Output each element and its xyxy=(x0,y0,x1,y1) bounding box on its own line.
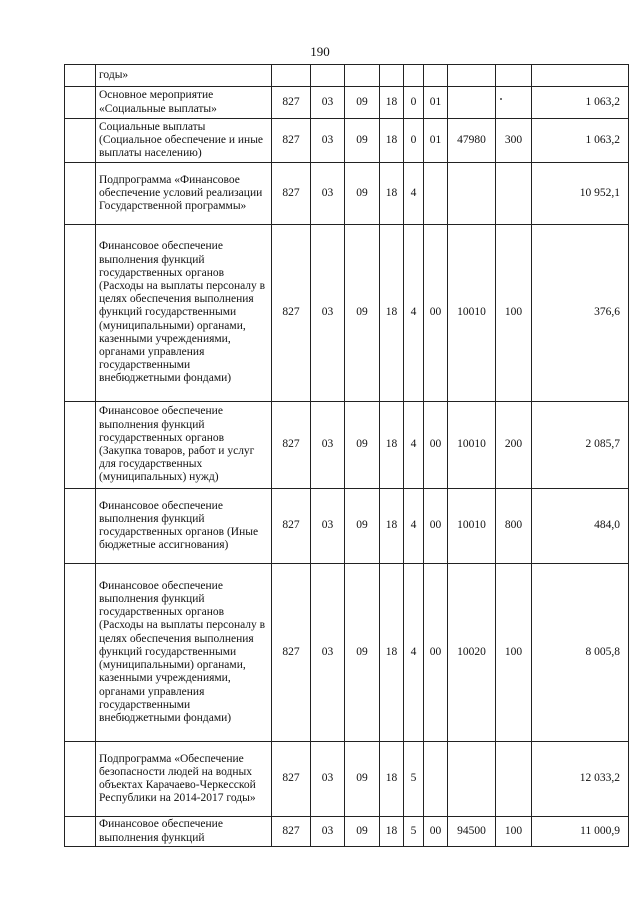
expense-type-code-cell: 800 xyxy=(496,489,532,564)
program-name-cell: Финансовое обеспечение выполнения функций государственных органов (Закупка товаров, работ и услуг для государственных (муниципальных) нужд) xyxy=(96,402,272,489)
subprogram-code-cell: 4 xyxy=(404,402,424,489)
program-code-cell: 18 xyxy=(380,564,404,742)
section-code-cell: 03 xyxy=(311,87,345,119)
expense-direction-code-cell: 47980 xyxy=(448,119,496,163)
section-code-cell: 03 xyxy=(311,402,345,489)
program-code-cell: 18 xyxy=(380,163,404,225)
program-name-cell: Финансовое обеспечение выполнения функций государственных органов (Расходы на выплаты персоналу в целях обеспечения выполнения функций государственными (муниципальными) органами, казенными учреждениями, органами управления государственными внебюджетными фондами) xyxy=(96,564,272,742)
subprogram-code-cell xyxy=(404,65,424,87)
subsection-code-cell: 09 xyxy=(345,402,380,489)
amount-cell: 376,6 xyxy=(532,225,629,402)
amount-cell: 484,0 xyxy=(532,489,629,564)
program-name-cell: Финансовое обеспечение выполнения функций государственных органов (Иные бюджетные ассигнования) xyxy=(96,489,272,564)
subsection-code-cell: 09 xyxy=(345,87,380,119)
subsection-code-cell: 09 xyxy=(345,163,380,225)
expense-type-code-cell: 100 xyxy=(496,817,532,847)
program-code-cell: 18 xyxy=(380,817,404,847)
table-row xyxy=(65,564,629,742)
program-code-cell xyxy=(380,65,404,87)
program-code-cell: 18 xyxy=(380,119,404,163)
section-code-cell: 03 xyxy=(311,119,345,163)
subsection-code-cell: 09 xyxy=(345,742,380,817)
table-row xyxy=(65,163,629,225)
program-name-cell: Финансовое обеспечение выполнения функций государственных органов (Расходы на выплаты персоналу в целях обеспечения выполнения функций государственными (муниципальными) органами, казенными учреждениями, органами управления государственными внебюджетными фондами) xyxy=(96,225,272,402)
program-code-cell: 18 xyxy=(380,742,404,817)
subsection-code-cell: 09 xyxy=(345,817,380,847)
subprogram-code-cell: 4 xyxy=(404,489,424,564)
expense-direction-code-cell: 10020 xyxy=(448,564,496,742)
amount-cell: 12 033,2 xyxy=(532,742,629,817)
expense-type-code-cell: 300 xyxy=(496,119,532,163)
program-code-cell: 18 xyxy=(380,225,404,402)
program-code-cell: 18 xyxy=(380,87,404,119)
amount-cell: 8 005,8 xyxy=(532,564,629,742)
amount-cell: 1 063,2 xyxy=(532,119,629,163)
table-row xyxy=(65,87,629,119)
amount-cell: 10 952,1 xyxy=(532,163,629,225)
ministry-code-cell: 827 xyxy=(272,489,311,564)
section-code-cell xyxy=(311,65,345,87)
expense-type-code-cell xyxy=(496,65,532,87)
subprogram-code-cell: 5 xyxy=(404,742,424,817)
activity-code-cell xyxy=(424,65,448,87)
blank-cell xyxy=(65,225,96,402)
program-name-cell: Основное мероприятие «Социальные выплаты» xyxy=(96,87,272,119)
activity-code-cell: 00 xyxy=(424,402,448,489)
ministry-code-cell: 827 xyxy=(272,119,311,163)
expense-direction-code-cell xyxy=(448,163,496,225)
program-name-cell: Социальные выплаты (Социальное обеспечение и иные выплаты населению) xyxy=(96,119,272,163)
subprogram-code-cell: 4 xyxy=(404,163,424,225)
subsection-code-cell xyxy=(345,65,380,87)
amount-cell xyxy=(532,65,629,87)
program-name-cell: Финансовое обеспечение выполнения функций xyxy=(96,817,272,847)
expense-type-code-cell xyxy=(496,87,532,119)
subprogram-code-cell: 0 xyxy=(404,119,424,163)
budget-table xyxy=(64,64,629,847)
blank-cell xyxy=(65,564,96,742)
table-row xyxy=(65,119,629,163)
subprogram-code-cell: 4 xyxy=(404,225,424,402)
amount-cell: 2 085,7 xyxy=(532,402,629,489)
program-name-cell: Подпрограмма «Финансовое обеспечение условий реализации Государственной программы» xyxy=(96,163,272,225)
subsection-code-cell: 09 xyxy=(345,564,380,742)
table-row xyxy=(65,489,629,564)
section-code-cell: 03 xyxy=(311,163,345,225)
ministry-code-cell: 827 xyxy=(272,817,311,847)
page-number: 190 xyxy=(310,44,330,59)
blank-cell xyxy=(65,163,96,225)
table-row xyxy=(65,402,629,489)
ministry-code-cell: 827 xyxy=(272,87,311,119)
expense-direction-code-cell xyxy=(448,87,496,119)
program-code-cell: 18 xyxy=(380,489,404,564)
expense-direction-code-cell: 10010 xyxy=(448,489,496,564)
blank-cell xyxy=(65,119,96,163)
subsection-code-cell: 09 xyxy=(345,225,380,402)
ministry-code-cell: 827 xyxy=(272,564,311,742)
expense-type-code-cell xyxy=(496,163,532,225)
table-row xyxy=(65,742,629,817)
ministry-code-cell xyxy=(272,65,311,87)
expense-direction-code-cell: 94500 xyxy=(448,817,496,847)
blank-cell xyxy=(65,742,96,817)
amount-cell: 1 063,2 xyxy=(532,87,629,119)
expense-direction-code-cell xyxy=(448,65,496,87)
subprogram-code-cell: 4 xyxy=(404,564,424,742)
blank-cell xyxy=(65,65,96,87)
table-row xyxy=(65,817,629,847)
activity-code-cell xyxy=(424,742,448,817)
program-code-cell: 18 xyxy=(380,402,404,489)
ministry-code-cell: 827 xyxy=(272,402,311,489)
blank-cell xyxy=(65,402,96,489)
blank-cell xyxy=(65,87,96,119)
expense-direction-code-cell: 10010 xyxy=(448,402,496,489)
section-code-cell: 03 xyxy=(311,742,345,817)
section-code-cell: 03 xyxy=(311,817,345,847)
budget-table-body xyxy=(65,65,629,847)
ministry-code-cell: 827 xyxy=(272,742,311,817)
blank-cell xyxy=(65,489,96,564)
section-code-cell: 03 xyxy=(311,564,345,742)
activity-code-cell: 00 xyxy=(424,225,448,402)
subprogram-code-cell: 0 xyxy=(404,87,424,119)
blank-cell xyxy=(65,817,96,847)
subprogram-code-cell: 5 xyxy=(404,817,424,847)
activity-code-cell: 00 xyxy=(424,564,448,742)
expense-direction-code-cell: 10010 xyxy=(448,225,496,402)
program-name-cell: годы» xyxy=(96,65,272,87)
activity-code-cell: 00 xyxy=(424,817,448,847)
section-code-cell: 03 xyxy=(311,489,345,564)
activity-code-cell: 01 xyxy=(424,87,448,119)
program-name-cell: Подпрограмма «Обеспечение безопасности людей на водных объектах Карачаево-Черкесской Республики на 2014-2017 годы» xyxy=(96,742,272,817)
subsection-code-cell: 09 xyxy=(345,119,380,163)
ministry-code-cell: 827 xyxy=(272,163,311,225)
expense-direction-code-cell xyxy=(448,742,496,817)
expense-type-code-cell: 100 xyxy=(496,564,532,742)
scan-speck xyxy=(500,98,502,100)
table-row xyxy=(65,225,629,402)
subsection-code-cell: 09 xyxy=(345,489,380,564)
section-code-cell: 03 xyxy=(311,225,345,402)
expense-type-code-cell xyxy=(496,742,532,817)
activity-code-cell: 00 xyxy=(424,489,448,564)
expense-type-code-cell: 200 xyxy=(496,402,532,489)
activity-code-cell: 01 xyxy=(424,119,448,163)
ministry-code-cell: 827 xyxy=(272,225,311,402)
activity-code-cell xyxy=(424,163,448,225)
table-row xyxy=(65,65,629,87)
expense-type-code-cell: 100 xyxy=(496,225,532,402)
amount-cell: 11 000,9 xyxy=(532,817,629,847)
